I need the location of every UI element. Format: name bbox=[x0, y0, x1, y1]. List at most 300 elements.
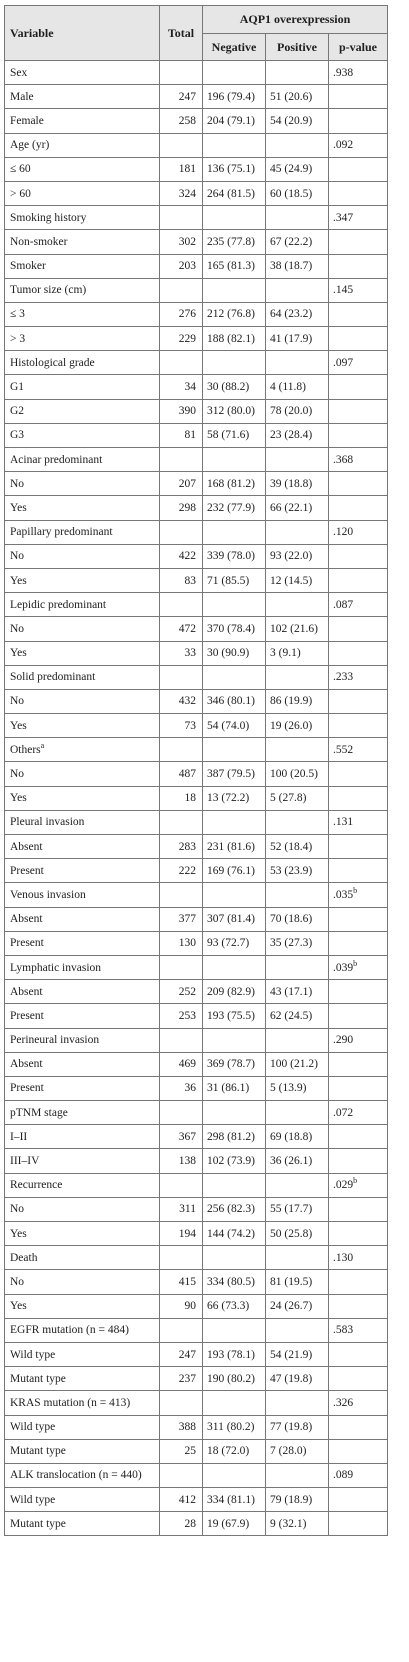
cell-variable bbox=[5, 1463, 160, 1487]
cell-variable bbox=[5, 1270, 160, 1294]
cell-total bbox=[160, 835, 203, 859]
cell-variable bbox=[5, 810, 160, 834]
cell-total-text: 377 bbox=[178, 913, 196, 926]
cell-variable bbox=[5, 1004, 160, 1028]
cell-negative-text: 188 (82.1) bbox=[207, 332, 255, 345]
cell-variable bbox=[5, 859, 160, 883]
cell-positive bbox=[266, 206, 329, 230]
cell-positive-text: 62 (24.5) bbox=[270, 1009, 313, 1022]
cell-pvalue bbox=[329, 641, 388, 665]
cell-variable-text: KRAS mutation (n = 413) bbox=[10, 1396, 131, 1409]
cell-total-text: 311 bbox=[179, 1203, 196, 1216]
table-row bbox=[5, 351, 388, 375]
cell-negative bbox=[203, 496, 266, 520]
table-row bbox=[5, 157, 388, 181]
cell-variable-text: Yes bbox=[10, 574, 27, 587]
cell-pvalue bbox=[329, 1415, 388, 1439]
cell-negative bbox=[203, 1052, 266, 1076]
cell-positive-text: 35 (27.3) bbox=[270, 937, 313, 950]
cell-total-text: 247 bbox=[178, 1348, 196, 1361]
cell-total bbox=[160, 1173, 203, 1197]
cell-positive bbox=[266, 1294, 329, 1318]
cell-total-text: 472 bbox=[178, 622, 196, 635]
cell-negative-text: 231 (81.6) bbox=[207, 840, 255, 853]
cell-variable bbox=[5, 448, 160, 472]
table-container bbox=[4, 5, 387, 1536]
cell-pvalue bbox=[329, 593, 388, 617]
cell-variable-text: Present bbox=[10, 937, 44, 950]
table-row bbox=[5, 302, 388, 326]
cell-variable bbox=[5, 714, 160, 738]
cell-total bbox=[160, 907, 203, 931]
cell-negative-text: 232 (77.9) bbox=[207, 501, 255, 514]
cell-variable-text: Absent bbox=[10, 840, 43, 853]
cell-pvalue bbox=[329, 1125, 388, 1149]
cell-pvalue bbox=[329, 109, 388, 133]
cell-total bbox=[160, 1391, 203, 1415]
cell-negative bbox=[203, 568, 266, 592]
table-row bbox=[5, 181, 388, 205]
cell-pvalue-text: .233 bbox=[333, 671, 354, 684]
cell-total bbox=[160, 593, 203, 617]
cell-variable bbox=[5, 1342, 160, 1366]
cell-total-text: 253 bbox=[178, 1009, 196, 1022]
cell-total bbox=[160, 1149, 203, 1173]
cell-negative bbox=[203, 1246, 266, 1270]
cell-total-text: 415 bbox=[178, 1275, 196, 1288]
cell-variable-text: Mutant type bbox=[10, 1445, 66, 1458]
cell-total bbox=[160, 955, 203, 979]
cell-total-text: 487 bbox=[178, 768, 196, 781]
cell-pvalue bbox=[329, 1052, 388, 1076]
table-row bbox=[5, 1197, 388, 1221]
table-row bbox=[5, 544, 388, 568]
cell-pvalue bbox=[329, 520, 388, 544]
cell-pvalue bbox=[329, 738, 388, 762]
cell-negative bbox=[203, 375, 266, 399]
cell-negative bbox=[203, 544, 266, 568]
cell-total-text: 18 bbox=[184, 792, 196, 805]
header-total: Total bbox=[160, 6, 203, 61]
cell-positive bbox=[266, 1076, 329, 1100]
cell-pvalue bbox=[329, 157, 388, 181]
cell-total-text: 83 bbox=[184, 574, 196, 587]
cell-negative bbox=[203, 254, 266, 278]
cell-total bbox=[160, 302, 203, 326]
cell-pvalue bbox=[329, 762, 388, 786]
cell-total-text: 283 bbox=[178, 840, 196, 853]
data-table bbox=[4, 5, 388, 1536]
table-row bbox=[5, 689, 388, 713]
cell-pvalue-text: .029 bbox=[333, 1179, 354, 1192]
header-negative: Negative bbox=[203, 34, 266, 61]
cell-pvalue bbox=[329, 1004, 388, 1028]
table-row bbox=[5, 593, 388, 617]
cell-negative-text: 169 (76.1) bbox=[207, 864, 255, 877]
cell-pvalue-text: .130 bbox=[333, 1251, 354, 1264]
cell-negative bbox=[203, 399, 266, 423]
cell-negative bbox=[203, 593, 266, 617]
cell-total-text: 222 bbox=[178, 864, 196, 877]
cell-positive bbox=[266, 181, 329, 205]
cell-pvalue bbox=[329, 1028, 388, 1052]
cell-negative-text: 54 (74.0) bbox=[207, 719, 250, 732]
cell-total bbox=[160, 1367, 203, 1391]
cell-variable bbox=[5, 738, 160, 762]
cell-total bbox=[160, 1342, 203, 1366]
cell-positive-text: 81 (19.5) bbox=[270, 1275, 313, 1288]
cell-variable-text: Female bbox=[10, 114, 44, 127]
cell-variable bbox=[5, 1391, 160, 1415]
cell-negative bbox=[203, 1076, 266, 1100]
table-row bbox=[5, 1294, 388, 1318]
cell-negative bbox=[203, 810, 266, 834]
cell-negative-text: 334 (80.5) bbox=[207, 1275, 255, 1288]
cell-variable bbox=[5, 1367, 160, 1391]
cell-pvalue bbox=[329, 1463, 388, 1487]
cell-total bbox=[160, 133, 203, 157]
table-row bbox=[5, 1125, 388, 1149]
cell-variable-text: Yes bbox=[10, 1300, 27, 1313]
cell-variable-text: No bbox=[10, 550, 25, 563]
cell-positive-text: 45 (24.9) bbox=[270, 163, 313, 176]
cell-variable bbox=[5, 593, 160, 617]
table-row bbox=[5, 230, 388, 254]
cell-variable-text: No bbox=[10, 477, 25, 490]
cell-variable bbox=[5, 762, 160, 786]
table-row bbox=[5, 859, 388, 883]
table-row bbox=[5, 907, 388, 931]
cell-variable bbox=[5, 472, 160, 496]
cell-pvalue bbox=[329, 810, 388, 834]
cell-total bbox=[160, 61, 203, 85]
header-pvalue: p-value bbox=[329, 34, 388, 61]
cell-pvalue bbox=[329, 327, 388, 351]
cell-variable-text: Pleural invasion bbox=[10, 816, 85, 829]
table-row bbox=[5, 109, 388, 133]
cell-positive bbox=[266, 133, 329, 157]
cell-total bbox=[160, 181, 203, 205]
cell-total-text: 276 bbox=[178, 308, 196, 321]
cell-pvalue bbox=[329, 1318, 388, 1342]
table-row bbox=[5, 665, 388, 689]
cell-pvalue-text: .347 bbox=[333, 211, 354, 224]
cell-positive-text: 38 (18.7) bbox=[270, 260, 313, 273]
cell-total bbox=[160, 714, 203, 738]
table-row bbox=[5, 1222, 388, 1246]
cell-variable bbox=[5, 1076, 160, 1100]
cell-negative bbox=[203, 1342, 266, 1366]
cell-positive-text: 93 (22.0) bbox=[270, 550, 313, 563]
table-row bbox=[5, 472, 388, 496]
cell-negative-text: 193 (75.5) bbox=[207, 1009, 255, 1022]
cell-total-text: 207 bbox=[178, 477, 196, 490]
table-row bbox=[5, 61, 388, 85]
cell-negative bbox=[203, 714, 266, 738]
cell-variable bbox=[5, 1197, 160, 1221]
cell-positive bbox=[266, 472, 329, 496]
table-row bbox=[5, 1318, 388, 1342]
cell-total-text: 34 bbox=[184, 381, 196, 394]
cell-variable-text: Yes bbox=[10, 719, 27, 732]
table-row bbox=[5, 1149, 388, 1173]
cell-variable bbox=[5, 1149, 160, 1173]
cell-negative bbox=[203, 472, 266, 496]
cell-variable bbox=[5, 278, 160, 302]
cell-variable-text: III–IV bbox=[10, 1155, 40, 1168]
cell-positive bbox=[266, 230, 329, 254]
cell-positive bbox=[266, 835, 329, 859]
cell-variable bbox=[5, 375, 160, 399]
cell-negative bbox=[203, 1294, 266, 1318]
cell-negative bbox=[203, 206, 266, 230]
cell-variable-text: Present bbox=[10, 864, 44, 877]
cell-positive bbox=[266, 399, 329, 423]
cell-variable bbox=[5, 1101, 160, 1125]
cell-pvalue-text: .326 bbox=[333, 1396, 354, 1409]
cell-variable bbox=[5, 1294, 160, 1318]
cell-variable bbox=[5, 181, 160, 205]
cell-positive-text: 12 (14.5) bbox=[270, 574, 313, 587]
cell-pvalue bbox=[329, 955, 388, 979]
cell-variable-text: Non-smoker bbox=[10, 235, 68, 248]
cell-negative bbox=[203, 327, 266, 351]
cell-pvalue bbox=[329, 133, 388, 157]
cell-variable bbox=[5, 617, 160, 641]
cell-total bbox=[160, 1439, 203, 1463]
cell-negative bbox=[203, 665, 266, 689]
cell-positive bbox=[266, 1512, 329, 1536]
cell-negative bbox=[203, 1463, 266, 1487]
cell-positive bbox=[266, 907, 329, 931]
cell-negative bbox=[203, 1004, 266, 1028]
cell-positive bbox=[266, 617, 329, 641]
cell-total bbox=[160, 109, 203, 133]
cell-total bbox=[160, 1294, 203, 1318]
cell-pvalue bbox=[329, 496, 388, 520]
cell-variable-text: Death bbox=[10, 1251, 38, 1264]
cell-negative bbox=[203, 955, 266, 979]
cell-positive bbox=[266, 1149, 329, 1173]
cell-pvalue bbox=[329, 1391, 388, 1415]
footnote-marker: b bbox=[353, 958, 358, 968]
cell-variable-text: ≤ 3 bbox=[10, 308, 25, 321]
cell-negative-text: 71 (85.5) bbox=[207, 574, 250, 587]
cell-positive bbox=[266, 641, 329, 665]
table-row bbox=[5, 327, 388, 351]
cell-variable bbox=[5, 1512, 160, 1536]
cell-variable bbox=[5, 496, 160, 520]
cell-negative bbox=[203, 1439, 266, 1463]
cell-variable bbox=[5, 955, 160, 979]
cell-pvalue bbox=[329, 1222, 388, 1246]
cell-negative bbox=[203, 278, 266, 302]
cell-variable bbox=[5, 1415, 160, 1439]
cell-negative-text: 30 (90.9) bbox=[207, 647, 250, 660]
cell-total-text: 390 bbox=[178, 405, 196, 418]
cell-total-text: 181 bbox=[178, 163, 196, 176]
cell-variable bbox=[5, 133, 160, 157]
cell-pvalue-text: .089 bbox=[333, 1469, 354, 1482]
cell-positive-text: 79 (18.9) bbox=[270, 1493, 313, 1506]
cell-total bbox=[160, 689, 203, 713]
cell-variable-text: Yes bbox=[10, 792, 27, 805]
cell-total-text: 33 bbox=[184, 647, 196, 660]
cell-negative bbox=[203, 980, 266, 1004]
cell-negative-text: 102 (73.9) bbox=[207, 1155, 255, 1168]
cell-variable-text: Recurrence bbox=[10, 1179, 63, 1192]
cell-variable bbox=[5, 327, 160, 351]
cell-positive bbox=[266, 1415, 329, 1439]
cell-variable-text: G3 bbox=[10, 429, 25, 442]
cell-negative-text: 339 (78.0) bbox=[207, 550, 255, 563]
cell-pvalue-text: .145 bbox=[333, 284, 354, 297]
cell-variable-text: Absent bbox=[10, 985, 43, 998]
cell-positive-text: 77 (19.8) bbox=[270, 1421, 313, 1434]
cell-variable bbox=[5, 931, 160, 955]
cell-variable-text: Histological grade bbox=[10, 356, 95, 369]
cell-positive-text: 54 (21.9) bbox=[270, 1348, 313, 1361]
cell-negative-text: 66 (73.3) bbox=[207, 1300, 250, 1313]
cell-negative-text: 19 (67.9) bbox=[207, 1517, 250, 1530]
cell-total bbox=[160, 859, 203, 883]
cell-variable bbox=[5, 641, 160, 665]
table-row bbox=[5, 206, 388, 230]
cell-variable bbox=[5, 520, 160, 544]
cell-negative bbox=[203, 835, 266, 859]
cell-variable-text: pTNM stage bbox=[10, 1106, 68, 1119]
cell-positive bbox=[266, 980, 329, 1004]
cell-total-text: 422 bbox=[178, 550, 196, 563]
cell-variable-text: Age (yr) bbox=[10, 139, 50, 152]
table-row bbox=[5, 786, 388, 810]
cell-variable-text: Yes bbox=[10, 647, 27, 660]
cell-total bbox=[160, 157, 203, 181]
cell-negative bbox=[203, 907, 266, 931]
cell-variable bbox=[5, 907, 160, 931]
cell-positive-text: 5 (27.8) bbox=[270, 792, 307, 805]
cell-positive bbox=[266, 762, 329, 786]
cell-positive bbox=[266, 1246, 329, 1270]
cell-variable bbox=[5, 1246, 160, 1270]
cell-negative bbox=[203, 1512, 266, 1536]
cell-variable-text: Papillary predominant bbox=[10, 526, 113, 539]
cell-negative bbox=[203, 181, 266, 205]
cell-positive bbox=[266, 859, 329, 883]
header-positive: Positive bbox=[266, 34, 329, 61]
cell-variable bbox=[5, 230, 160, 254]
cell-total-text: 469 bbox=[178, 1058, 196, 1071]
cell-pvalue bbox=[329, 1270, 388, 1294]
cell-positive bbox=[266, 520, 329, 544]
cell-negative-text: 190 (80.2) bbox=[207, 1372, 255, 1385]
cell-positive-text: 5 (13.9) bbox=[270, 1082, 307, 1095]
cell-negative bbox=[203, 859, 266, 883]
cell-negative bbox=[203, 1125, 266, 1149]
cell-variable bbox=[5, 835, 160, 859]
cell-positive bbox=[266, 109, 329, 133]
cell-pvalue bbox=[329, 665, 388, 689]
cell-positive-text: 70 (18.6) bbox=[270, 913, 313, 926]
cell-variable bbox=[5, 1488, 160, 1512]
cell-positive bbox=[266, 448, 329, 472]
cell-pvalue bbox=[329, 375, 388, 399]
cell-variable-text: Absent bbox=[10, 913, 43, 926]
cell-total bbox=[160, 1318, 203, 1342]
cell-negative bbox=[203, 1149, 266, 1173]
table-row bbox=[5, 1342, 388, 1366]
cell-total bbox=[160, 980, 203, 1004]
cell-total-text: 324 bbox=[178, 187, 196, 200]
cell-variable-text: G2 bbox=[10, 405, 25, 418]
cell-pvalue bbox=[329, 980, 388, 1004]
cell-positive bbox=[266, 61, 329, 85]
cell-total bbox=[160, 375, 203, 399]
table-row bbox=[5, 1052, 388, 1076]
footnote-marker: b bbox=[353, 886, 358, 896]
cell-positive bbox=[266, 1173, 329, 1197]
cell-total bbox=[160, 1415, 203, 1439]
cell-positive-text: 3 (9.1) bbox=[270, 647, 301, 660]
cell-positive bbox=[266, 544, 329, 568]
cell-negative-text: 334 (81.1) bbox=[207, 1493, 255, 1506]
cell-total bbox=[160, 1004, 203, 1028]
cell-pvalue bbox=[329, 1512, 388, 1536]
table-row bbox=[5, 85, 388, 109]
cell-pvalue bbox=[329, 1367, 388, 1391]
table-row bbox=[5, 641, 388, 665]
cell-total-text: 138 bbox=[178, 1155, 196, 1168]
cell-negative-text: 144 (74.2) bbox=[207, 1227, 255, 1240]
cell-pvalue bbox=[329, 1197, 388, 1221]
cell-pvalue-text: .120 bbox=[333, 526, 354, 539]
cell-pvalue-text: .072 bbox=[333, 1106, 354, 1119]
cell-variable-text: ≤ 60 bbox=[10, 163, 31, 176]
cell-total bbox=[160, 1488, 203, 1512]
table-row bbox=[5, 1391, 388, 1415]
cell-pvalue bbox=[329, 1101, 388, 1125]
cell-variable bbox=[5, 544, 160, 568]
cell-variable-text: Wild type bbox=[10, 1493, 56, 1506]
cell-positive-text: 69 (18.8) bbox=[270, 1130, 313, 1143]
cell-positive-text: 23 (28.4) bbox=[270, 429, 313, 442]
cell-positive-text: 9 (32.1) bbox=[270, 1517, 307, 1530]
cell-variable-text: Sex bbox=[10, 66, 28, 79]
cell-negative bbox=[203, 1101, 266, 1125]
table-row bbox=[5, 568, 388, 592]
cell-variable-text: Present bbox=[10, 1009, 44, 1022]
cell-negative-text: 58 (71.6) bbox=[207, 429, 250, 442]
cell-positive-text: 102 (21.6) bbox=[270, 622, 318, 635]
cell-variable-text: Acinar predominant bbox=[10, 453, 103, 466]
cell-positive-text: 41 (17.9) bbox=[270, 332, 313, 345]
cell-pvalue bbox=[329, 835, 388, 859]
cell-positive bbox=[266, 254, 329, 278]
cell-negative-text: 298 (81.2) bbox=[207, 1130, 255, 1143]
cell-negative-text: 136 (75.1) bbox=[207, 163, 255, 176]
cell-positive-text: 47 (19.8) bbox=[270, 1372, 313, 1385]
table-row bbox=[5, 254, 388, 278]
cell-total-text: 203 bbox=[178, 260, 196, 273]
cell-pvalue bbox=[329, 230, 388, 254]
cell-variable bbox=[5, 568, 160, 592]
cell-positive-text: 43 (17.1) bbox=[270, 985, 313, 998]
table-row bbox=[5, 955, 388, 979]
cell-negative bbox=[203, 133, 266, 157]
cell-total-text: 388 bbox=[178, 1421, 196, 1434]
cell-pvalue bbox=[329, 1488, 388, 1512]
cell-negative-text: 30 (88.2) bbox=[207, 381, 250, 394]
